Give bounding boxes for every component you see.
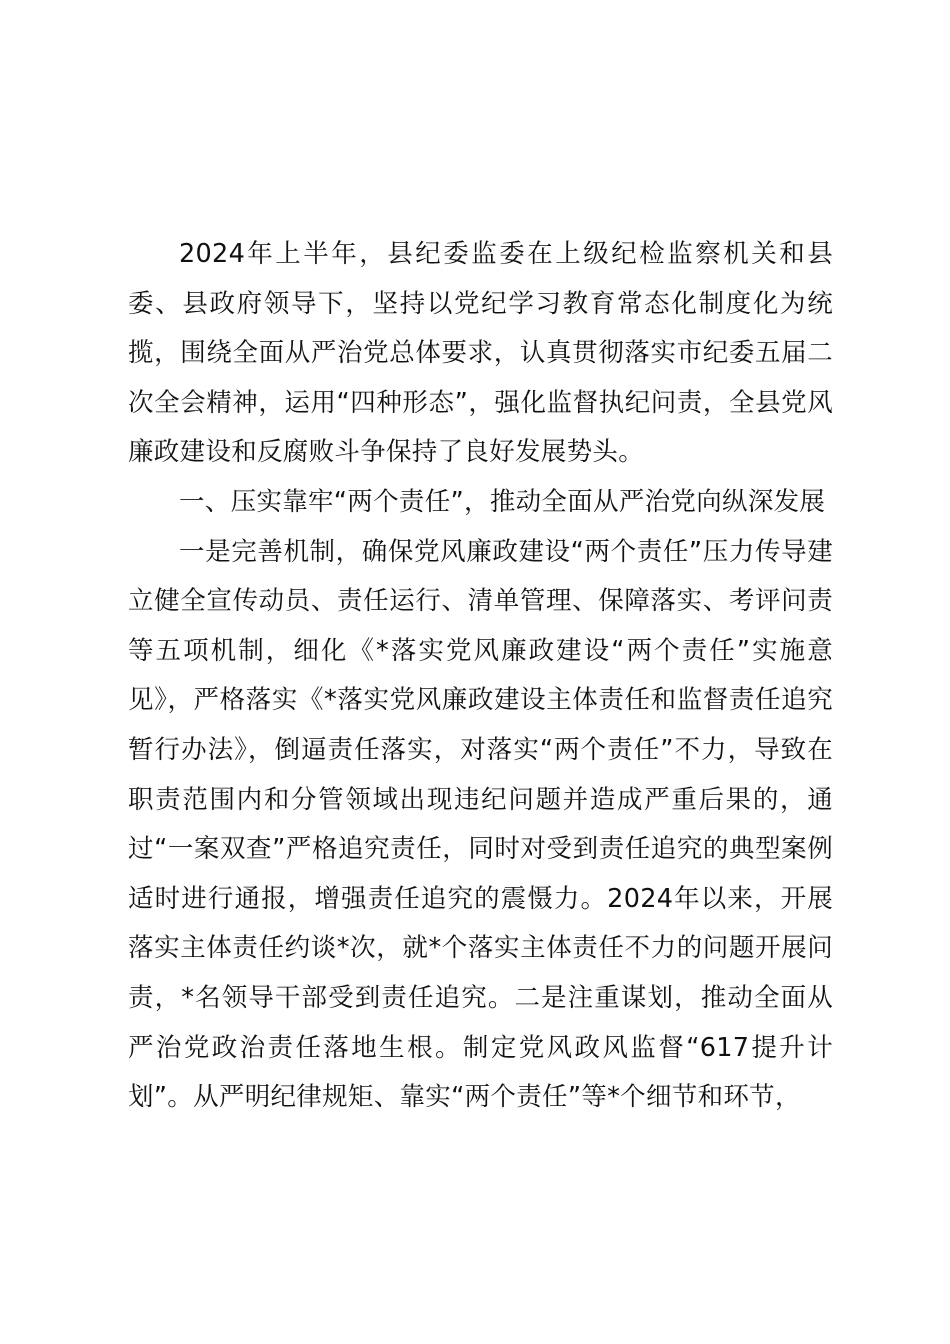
intro-paragraph: 2024年上半年，县纪委监委在上级纪检监察机关和县委、县政府领导下，坚持以党纪学习教育常态化制度化为统揽，围绕全面从严治党总体要求，认真贯彻落实市纪委五届二次全会精神，运用“四种形态”，强化监督执纪问责，全县党风廉政建设和反腐败斗争保持了良好发展势头。 bbox=[128, 239, 833, 468]
document-body bbox=[128, 230, 833, 1123]
body-paragraph: 一是完善机制，确保党风廉政建设“两个责任”压力传导建立健全宣传动员、责任运行、清单管理、保障落实、考评问责等五项机制，细化《*落实党风廉政建设“两个责任”实施意见》，严格落实《*落实党风廉政建设主体责任和监督责任追究暂行办法》，倒逼责任落实，对落实“两个责任”不力，导致在职责范围内和分管领域出现违纪问题并造成严重后果的，通过“一案双查”严格追究责任，同时对受到责任追究的典型案例适时进行通报，增强责任追究的震慑力。2024年以来，开展落实主体责任约谈*次，就*个落实主体责任不力的问题开展问责，*名领导干部受到责任追究。二是注重谋划，推动全面从严治党政治责任落地生根。制定党风政风监督“617提升计划”。从严明纪律规矩、靠实“两个责任”等*个细节和环节， bbox=[128, 536, 833, 1113]
section-heading: 一、压实靠牢“两个责任”，推动全面从严治党向纵深发展 bbox=[179, 486, 826, 517]
